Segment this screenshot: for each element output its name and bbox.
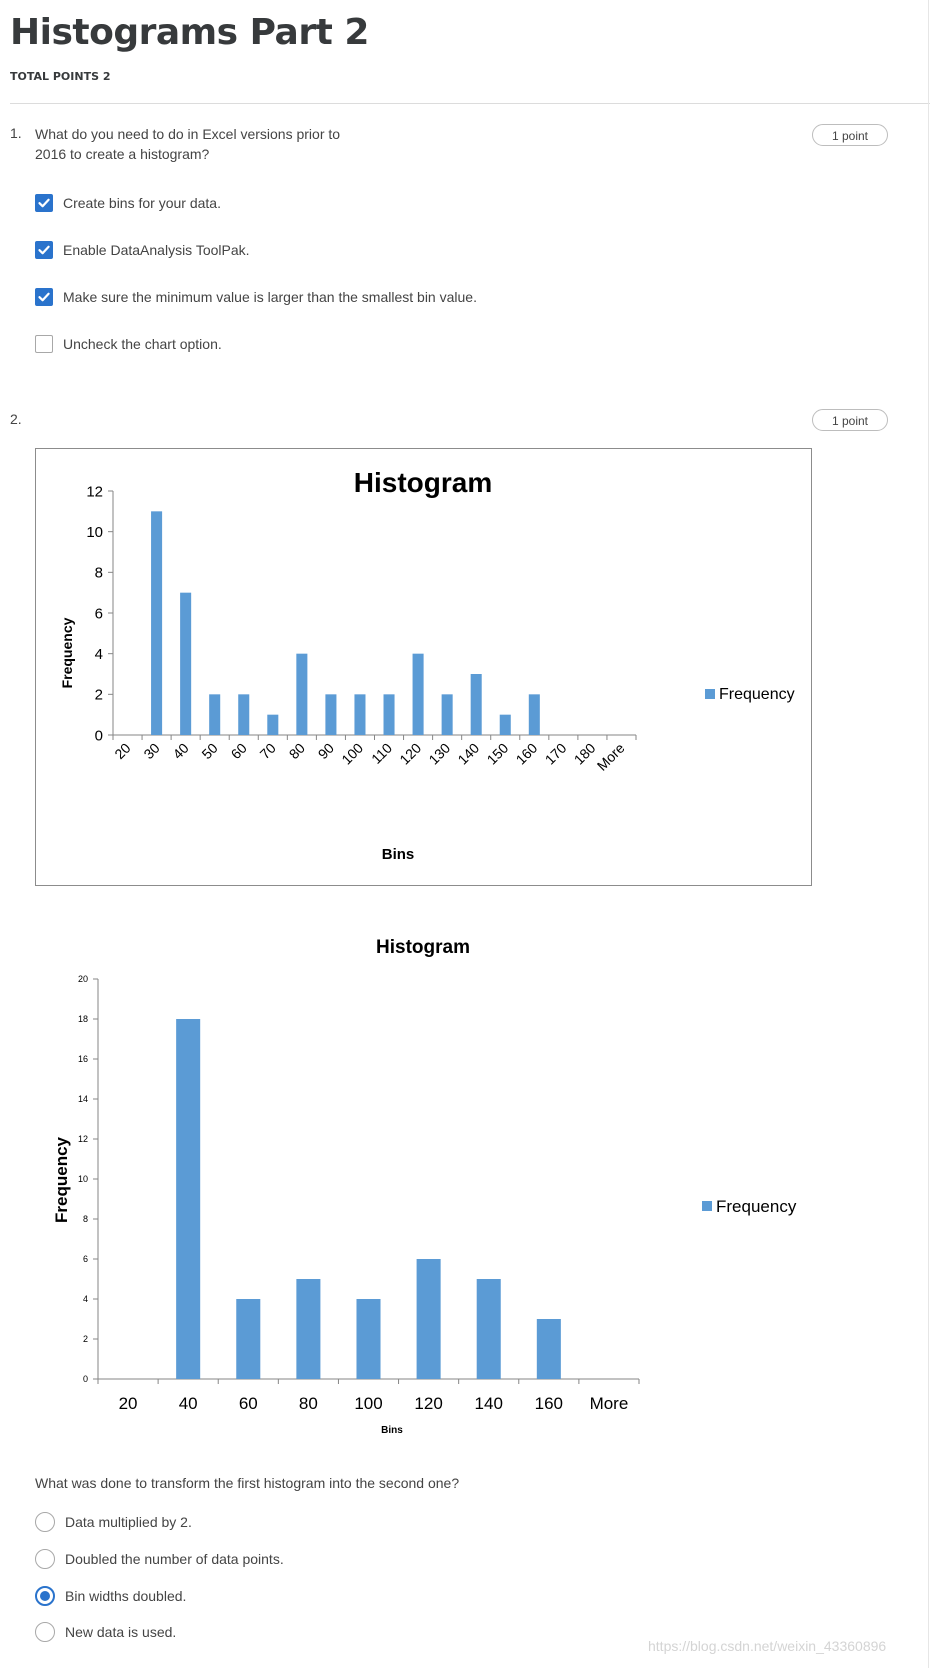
histogram-bar <box>176 1019 200 1379</box>
x-tick-label: 80 <box>285 739 308 763</box>
x-tick-label: More <box>593 739 628 774</box>
x-tick-label: 80 <box>298 1394 318 1413</box>
radio-unselected-icon[interactable] <box>35 1622 55 1642</box>
x-tick-label: 50 <box>198 739 221 763</box>
x-tick-label: 140 <box>474 1394 503 1413</box>
histogram-bar <box>325 694 336 735</box>
q2-option-multiplied[interactable] <box>35 1512 192 1532</box>
option-label: Make sure the minimum value is larger than the smallest bin value. <box>63 289 477 305</box>
histogram-bar <box>442 694 453 735</box>
y-tick-label: 0 <box>94 727 103 745</box>
page-title: Histograms Part 2 <box>10 12 369 53</box>
x-tick-label: 20 <box>118 1394 138 1413</box>
q1-option-uncheck-chart[interactable] <box>35 334 222 354</box>
histogram-bar <box>417 1259 441 1379</box>
y-tick-label: 2 <box>82 1334 88 1345</box>
option-label: Doubled the number of data points. <box>65 1551 284 1567</box>
x-tick-label: 60 <box>227 739 250 763</box>
histogram-bar <box>296 654 307 735</box>
question-1-text: What do you need to do in Excel versions prior to 2016 to create a histogram? <box>35 126 341 162</box>
legend-swatch <box>702 1201 712 1211</box>
x-tick-label: 40 <box>178 1394 198 1413</box>
chart-2-title: Histogram <box>376 937 470 958</box>
y-tick-label: 14 <box>77 1094 88 1105</box>
y-tick-label: 18 <box>77 1014 88 1025</box>
histogram-bar <box>236 1299 260 1379</box>
y-tick-label: 20 <box>77 974 88 985</box>
y-tick-label: 8 <box>82 1214 88 1225</box>
right-border <box>928 0 929 1668</box>
chart-1-x-axis-label: Bins <box>381 846 415 863</box>
histogram-chart-1 <box>35 448 812 886</box>
option-label: Create bins for your data. <box>63 195 221 211</box>
x-tick-label: 150 <box>483 739 512 768</box>
histogram-bar <box>267 715 278 735</box>
checkbox-checked-icon[interactable] <box>35 194 53 212</box>
y-tick-label: 0 <box>82 1374 88 1385</box>
x-tick-label: 110 <box>368 739 396 767</box>
y-tick-label: 2 <box>94 686 103 704</box>
radio-selected-icon[interactable] <box>35 1586 55 1606</box>
x-tick-label: 180 <box>570 739 599 768</box>
histogram-bar <box>296 1279 320 1379</box>
y-tick-label: 8 <box>94 564 103 582</box>
q2-option-new-data[interactable] <box>35 1622 176 1642</box>
y-tick-label: 12 <box>86 483 103 501</box>
checkbox-unchecked-icon[interactable] <box>35 335 53 353</box>
radio-dot <box>40 1591 50 1601</box>
histogram-bar <box>238 694 249 735</box>
y-tick-label: 4 <box>82 1294 88 1305</box>
x-tick-label: 170 <box>541 739 570 768</box>
histogram-bar <box>537 1319 561 1379</box>
watermark: https://blog.csdn.net/weixin_43360896 <box>648 1638 887 1654</box>
x-tick-label: 130 <box>425 739 454 768</box>
legend-label: Frequency <box>716 1197 797 1216</box>
y-tick-label: 16 <box>77 1054 88 1065</box>
x-tick-label: 100 <box>354 1394 383 1413</box>
histogram-bar <box>413 654 424 735</box>
y-tick-label: 4 <box>94 645 103 663</box>
histogram-bar <box>384 694 395 735</box>
q1-option-minimum-value[interactable] <box>35 287 477 307</box>
x-tick-label: 20 <box>111 739 134 763</box>
option-label: New data is used. <box>65 1624 177 1640</box>
x-tick-label: 140 <box>454 739 483 768</box>
histogram-bar <box>471 674 482 735</box>
y-tick-label: 12 <box>77 1134 88 1145</box>
x-tick-label: 160 <box>534 1394 564 1413</box>
legend-swatch <box>705 689 715 699</box>
legend-label: Frequency <box>719 686 795 703</box>
x-tick-label: 120 <box>414 1394 443 1413</box>
x-tick-label: 70 <box>256 739 279 763</box>
checkbox-checked-icon[interactable] <box>35 288 53 306</box>
histogram-bar <box>356 1299 380 1379</box>
x-tick-label: 30 <box>140 739 163 763</box>
chart-1-title: Histogram <box>353 467 493 498</box>
radio-unselected-icon[interactable] <box>35 1549 55 1569</box>
question-2-number: 2. <box>10 411 22 427</box>
checkbox-checked-icon[interactable] <box>35 241 53 259</box>
q1-option-create-bins[interactable] <box>35 193 221 213</box>
q2-option-doubled-points[interactable] <box>35 1549 284 1569</box>
x-tick-label: 90 <box>314 739 338 763</box>
x-tick-label: 100 <box>338 739 367 768</box>
total-points: TOTAL POINTS 2 <box>10 70 111 83</box>
radio-unselected-icon[interactable] <box>35 1512 55 1532</box>
x-tick-label: 60 <box>238 1394 258 1413</box>
question-1-points-badge: 1 point <box>812 124 888 146</box>
header-divider <box>10 103 930 104</box>
x-tick-label: More <box>589 1394 629 1413</box>
question-2-text: What was done to transform the first histogram into the second one? <box>35 1475 460 1491</box>
chart-1-y-axis-label: Frequency <box>59 617 75 689</box>
option-label: Bin widths doubled. <box>65 1588 187 1604</box>
y-tick-label: 10 <box>77 1174 88 1185</box>
histogram-chart-2 <box>35 930 835 1440</box>
histogram-bar <box>354 694 365 735</box>
histogram-bar <box>151 511 162 735</box>
x-tick-label: 120 <box>396 739 425 768</box>
question-2-points-badge: 1 point <box>812 409 888 431</box>
q2-option-bin-widths[interactable] <box>35 1586 186 1606</box>
histogram-bar <box>500 715 511 735</box>
y-tick-label: 6 <box>94 605 103 623</box>
option-label: Enable DataAnalysis ToolPak. <box>63 242 250 258</box>
y-tick-label: 10 <box>86 523 103 541</box>
y-tick-label: 6 <box>82 1254 88 1265</box>
x-tick-label: 40 <box>169 739 192 763</box>
histogram-bar <box>180 593 191 735</box>
histogram-bar <box>209 694 220 735</box>
histogram-bar <box>477 1279 501 1379</box>
option-label: Uncheck the chart option. <box>63 336 222 352</box>
chart-2-x-axis-label: Bins <box>381 1425 403 1436</box>
chart-2-y-axis-label: Frequency <box>52 1137 71 1223</box>
histogram-bar <box>529 694 540 735</box>
option-label: Data multiplied by 2. <box>65 1514 192 1530</box>
x-tick-label: 160 <box>512 739 541 768</box>
question-1-number: 1. <box>10 125 22 141</box>
q1-option-enable-toolpak[interactable] <box>35 240 250 260</box>
